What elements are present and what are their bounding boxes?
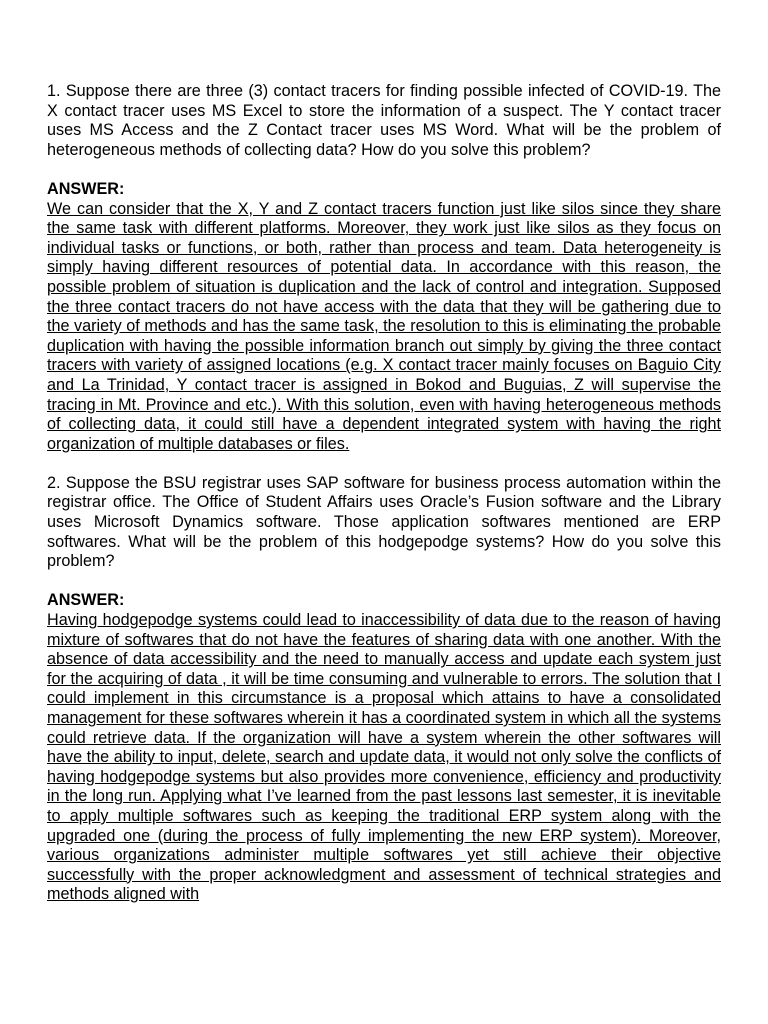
- answer-heading: ANSWER:: [47, 591, 125, 610]
- question-text: 1. Suppose there are three (3) contact tracers for finding possible infected of COVID-19. The X contact tracer uses MS Excel to store the information of a suspect. The Y contact tracer uses MS Access and the Z Contact tracer uses MS Word. What will be the problem of heterogeneous methods of collecting data? How do you solve this problem?: [47, 82, 721, 159]
- question-text: 2. Suppose the BSU registrar uses SAP software for business process automation within the registrar office. The Office of Student Affairs uses Oracle’s Fusion software and the Library uses Microsoft Dynamics software. Those application softwares mentioned are ERP softwares. What will be the problem of this hodgepodge systems? How do you solve this problem?: [47, 473, 721, 571]
- document-page: [47, 82, 721, 925]
- answer-text: Having hodgepodge systems could lead to inaccessibility of data due to the reason of having mixture of softwares that do not have the features of sharing data with one another. With the absence of data accessibility and the need to manually access and update each system just for the acquiring of data , it will be time consuming and vulnerable to errors. The solution that I could implement in this circumstance is a proposal which attains to have a consolidated management for these softwares wherein it has a coordinated system in which all the systems could retrieve data. If the organization will have a system wherein the other softwares will have the ability to input, delete, search and update data, it would not only solve the conflicts of having hodgepodge systems but also provides more convenience, efficiency and productivity in the long run. Applying what I’ve learned from the past lessons last semester, it is inevitable to apply multiple softwares such as keeping the traditional ERP system along with the upgraded one (during the process of fully implementing the new ERP system). Moreover, various organizations administer multiple softwares yet still achieve their objective successfully with the proper acknowledgment and assessment of technical strategies and methods aligned with: [47, 611, 721, 904]
- question-section-2: [47, 474, 721, 905]
- question-section-1: [47, 82, 721, 454]
- answer-text: We can consider that the X, Y and Z contact tracers function just like silos since they share the same task with different platforms. Moreover, they work just like silos as they focus on individual tasks or functions, or both, rather than process and team. Data heterogeneity is simply having different resources of potential data. In accordance with this reason, the possible problem of situation is duplication and the lack of control and integration. Supposed the three contact tracers do not have access with the data that they will be gathering due to the variety of methods and has the same task, the resolution to this is eliminating the probable duplication with having the possible information branch out simply by giving the three contact tracers with variety of assigned locations (e.g. X contact tracer mainly focuses on Baguio City and La Trinidad, Y contact tracer is assigned in Bokod and Buguias, Z will supervise the tracing in Mt. Province and etc.). With this solution, even with having heterogeneous methods of collecting data, it could still have a dependent integrated system with having the right organization of multiple databases or files.: [47, 199, 721, 453]
- answer-heading: ANSWER:: [47, 179, 125, 198]
